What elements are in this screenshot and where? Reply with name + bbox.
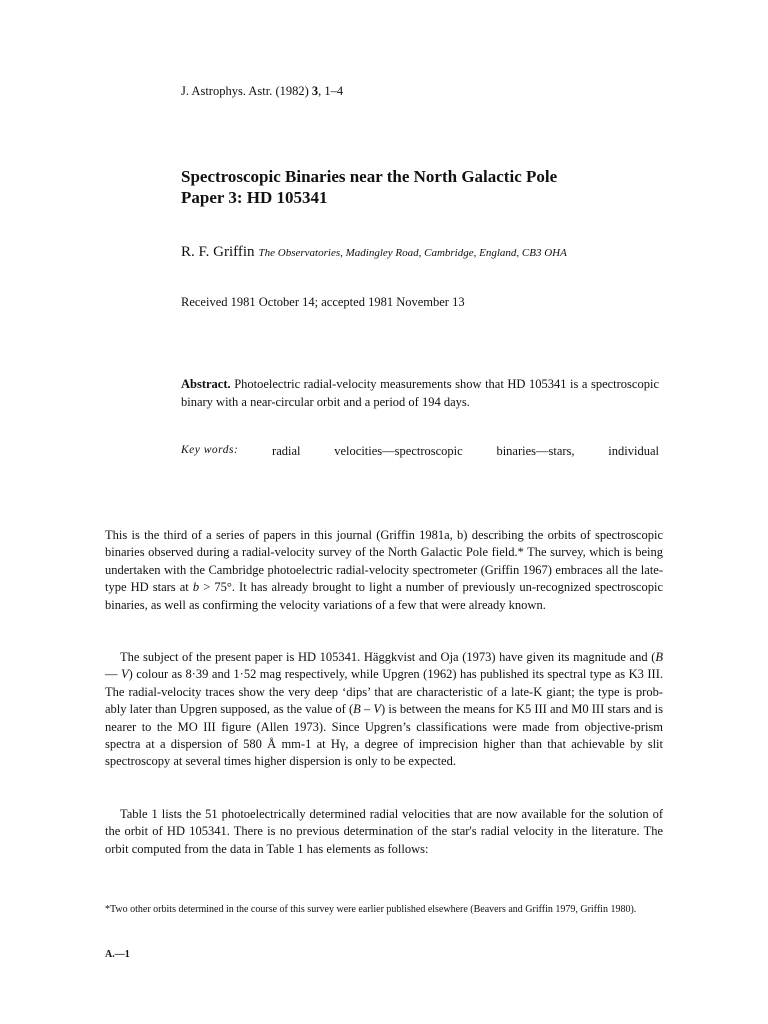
abstract — [181, 375, 659, 411]
p2-minus-2: – — [360, 702, 374, 717]
journal-citation — [181, 84, 343, 99]
keywords-label: Key words: — [181, 444, 239, 456]
p2-var-b1: B — [655, 650, 663, 664]
keyword-item: velocities—spectroscopic — [334, 444, 463, 458]
p2-var-b2: B — [353, 702, 361, 717]
abstract-text: Photoelectric radial-velocity measurements show that HD 105341 is a spectroscopic binary with a near-circular orbit and a period of 194 days. — [181, 377, 659, 409]
title-line-2: Paper 3: HD 105341 — [181, 188, 328, 207]
journal-ref: J. Astrophys. Astr. (1982) — [181, 84, 312, 98]
p1-text-a: This is the third of a series of papers in this journal (Griffin 1981a, b) describing the orbits of spectroscopic binaries observed during a radial-velocity survey of the North Galactic Pole field.* The survey, which is being undertaken with the Cambridge photoelectric radial-velocity spectrometer (Griffin 1967) embraces all the late-type HD stars at — [105, 528, 663, 595]
p1-var-b: b — [192, 580, 200, 595]
author-line — [181, 243, 567, 261]
author-name: R. F. Griffin — [181, 244, 255, 260]
page-mark: A.—1 — [105, 949, 130, 960]
p2-var-v1: V — [120, 667, 129, 682]
p2-text-c: ) colour as 8·39 and 1·52 mag respectively, while Upgren (1962) has published its spectral type as K3 III. The radial-velocity traces show the very deep ‘dips’ that are characteristic of a late-K giant; the type is prob-ably later than Upgren supposed, as the value of ( — [105, 667, 663, 717]
keyword-item: binaries—stars, — [496, 444, 575, 458]
keywords — [181, 444, 659, 459]
footnote: *Two other orbits determined in the course of this survey were earlier published elsewhere (Beavers and Griffin 1979, Griffin 1980). — [105, 904, 637, 915]
p2-var-v2: V — [373, 702, 382, 717]
title-line-1: Spectroscopic Binaries near the North Galactic Pole — [181, 167, 558, 186]
journal-pages: , 1–4 — [318, 84, 344, 98]
p2-minus-1: — — [105, 667, 121, 682]
paper-title — [181, 166, 557, 208]
body-paragraph-1 — [105, 527, 663, 614]
body-paragraph-3: Table 1 lists the 51 photoelectrically determined radial velocities that are now available for the solution of the orbit of HD 105341. There is no previous determination of the star's radial velocity in the literature. The orbit computed from the data in Table 1 has elements as follows: — [105, 807, 663, 856]
abstract-label: Abstract. — [181, 377, 231, 391]
journal-volume: 3 — [311, 84, 319, 98]
received-dates: Received 1981 October 14; accepted 1981 November 13 — [181, 295, 465, 309]
keyword-item: radial — [272, 444, 301, 458]
body-paragraph-2 — [105, 649, 663, 771]
keyword-item: individual — [608, 444, 659, 458]
p1-text-c: > 75°. It has already brought to light a number of previously un-recognized spectroscopic binaries, as well as confirming the velocity variations of a few that were already known. — [105, 580, 664, 612]
p2-text-a: The subject of the present paper is HD 105341. Häggkvist and Oja (1973) have given its magnitude and ( — [120, 650, 656, 664]
p2-text-d: ) is between the means for K5 III and M0 III stars and is nearer to the MO III figure (Allen 1973). Since Upgren’s classifications were made from objective-prism spectra at a dispersion of 580 Å mm-1 at Hγ, a degree of imprecision higher than that achievable by slit spectroscopy at several times higher dispersion is only to be expected. — [105, 702, 664, 769]
author-affiliation: The Observatories, Madingley Road, Cambridge, England, CB3 OHA — [258, 247, 567, 259]
